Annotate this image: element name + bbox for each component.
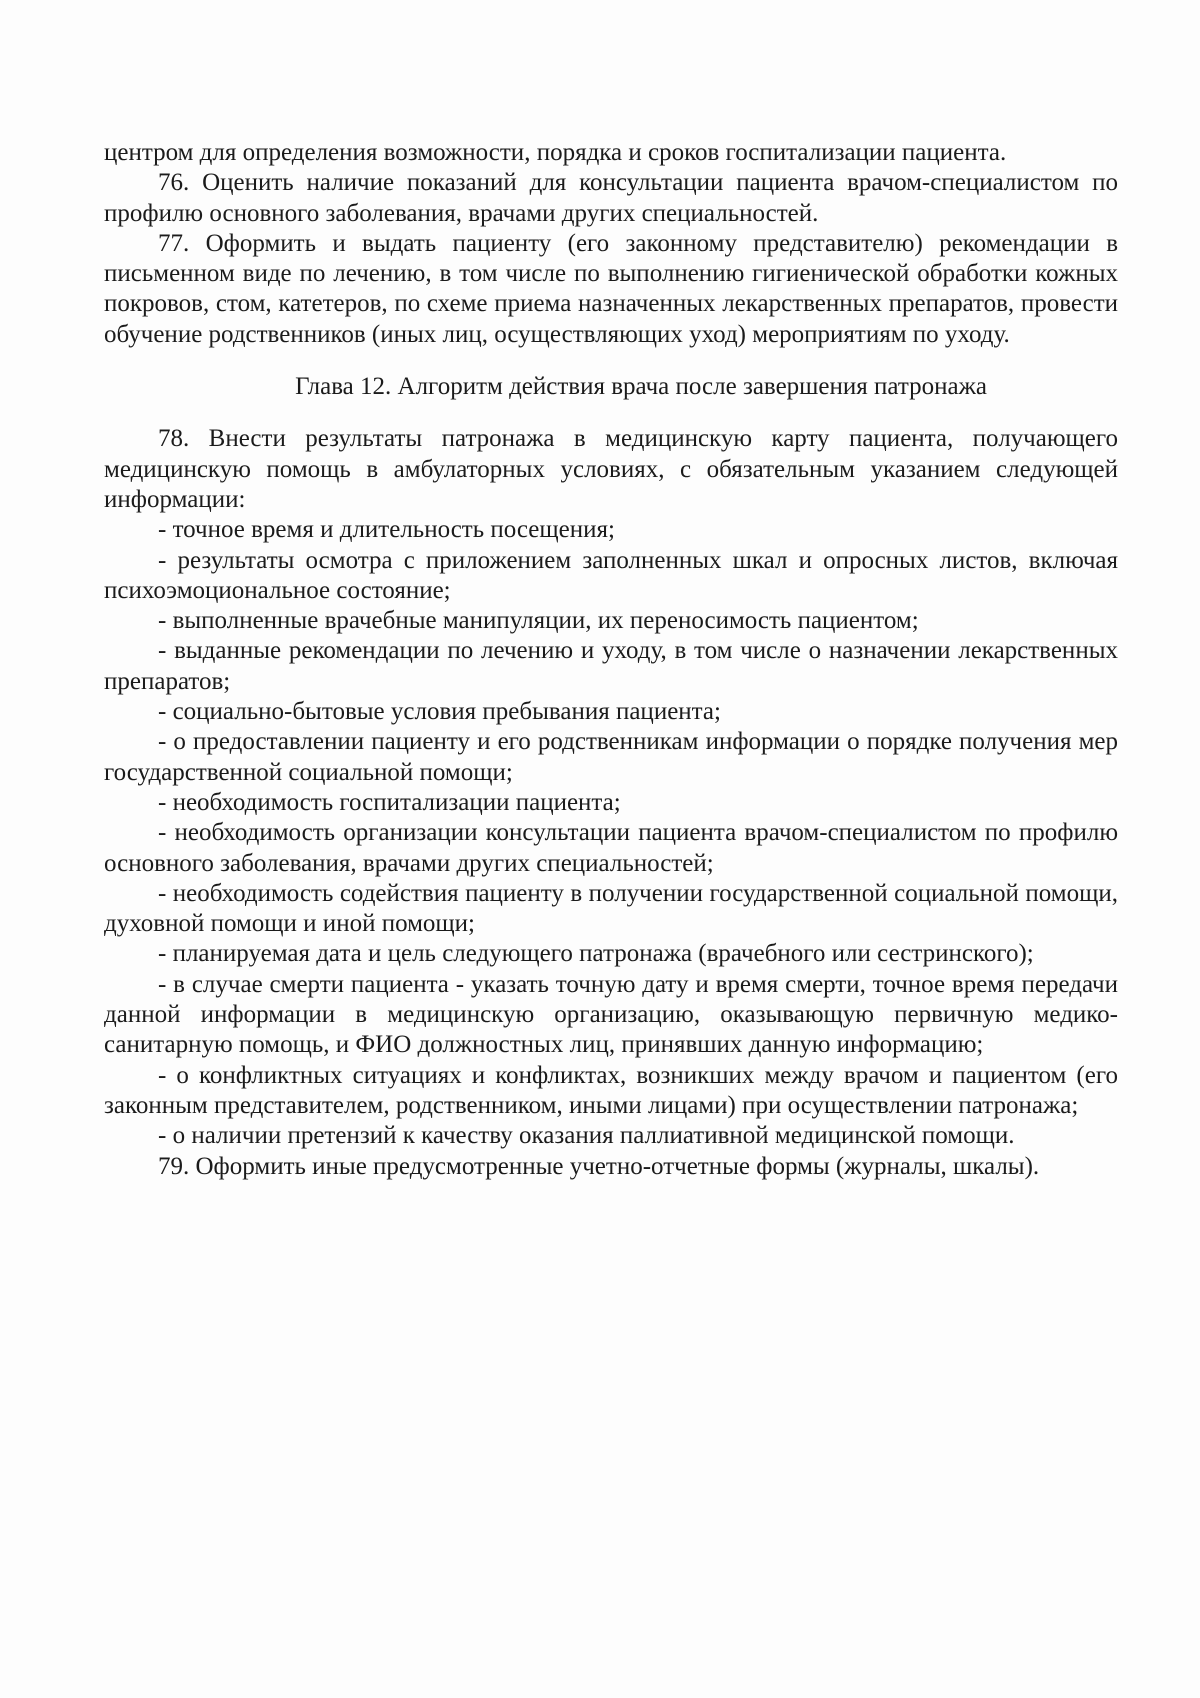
- paragraph-78: 78. Внести результаты патронажа в медицинскую карту пациента, получающего медицинскую помощь в амбулаторных условиях, с обязательным указанием следующей информации:: [104, 425, 1118, 513]
- list-item: - точное время и длительность посещения;: [158, 516, 615, 544]
- list-item: - планируемая дата и цель следующего патронажа (врачебного или сестринского);: [158, 940, 1034, 968]
- list-item: - необходимость госпитализации пациента;: [158, 788, 621, 816]
- paragraph-continuation: центром для определения возможности, порядка и сроков госпитализации пациента.: [104, 139, 1007, 166]
- paragraph-77: 77. Оформить и выдать пациенту (его законному представителю) рекомендации в письменном виде по лечению, в том числе по выполнению гигиенической обработки кожных покровов, стом, катетеров, по схеме приема назначенных лекарственных препаратов, провести обучение родственников (иных лиц, осуществляющих уход) мероприятиям по уходу.: [104, 229, 1118, 348]
- list-item: - о конфликтных ситуациях и конфликтах, возникших между врачом и пациентом (его законным представителем, родственником, иными лицами) при осуществлении патронажа;: [104, 1061, 1118, 1119]
- list-item: - выданные рекомендации по лечению и уходу, в том числе о назначении лекарственных препаратов;: [104, 637, 1118, 695]
- list-item: - социально-бытовые условия пребывания пациента;: [158, 698, 721, 726]
- list-item: - необходимость содействия пациенту в получении государственной социальной помощи, духовной помощи и иной помощи;: [104, 879, 1118, 938]
- list-item: - выполненные врачебные манипуляции, их переносимость пациентом;: [158, 607, 919, 635]
- paragraph-76: 76. Оценить наличие показаний для консультации пациента врачом-специалистом по профилю основного заболевания, врачами других специальностей.: [104, 169, 1118, 227]
- chapter-heading: Глава 12. Алгоритм действия врача после завершения патронажа: [295, 373, 987, 401]
- info-list: [104, 515, 1118, 1151]
- paragraph-79: 79. Оформить иные предусмотренные учетно-отчетные формы (журналы, шкалы).: [158, 1152, 1040, 1180]
- list-item: - необходимость организации консультации пациента врачом-специалистом по профилю основного заболевания, врачами других специальностей;: [104, 819, 1118, 877]
- list-item: - о предоставлении пациенту и его родственникам информации о порядке получения мер государственной социальной помощи;: [104, 728, 1118, 786]
- document-body: [104, 138, 1118, 1182]
- list-item: - результаты осмотра с приложением заполненных шкал и опросных листов, включая психоэмоциональное состояние;: [104, 546, 1118, 604]
- list-item: - о наличии претензий к качеству оказания паллиативной медицинской помощи.: [158, 1122, 1015, 1150]
- list-item: - в случае смерти пациента - указать точную дату и время смерти, точное время передачи данной информации в медицинскую организацию, оказывающую первичную медико-санитарную помощь, и ФИО должностных лиц, принявших данную информацию;: [104, 970, 1118, 1059]
